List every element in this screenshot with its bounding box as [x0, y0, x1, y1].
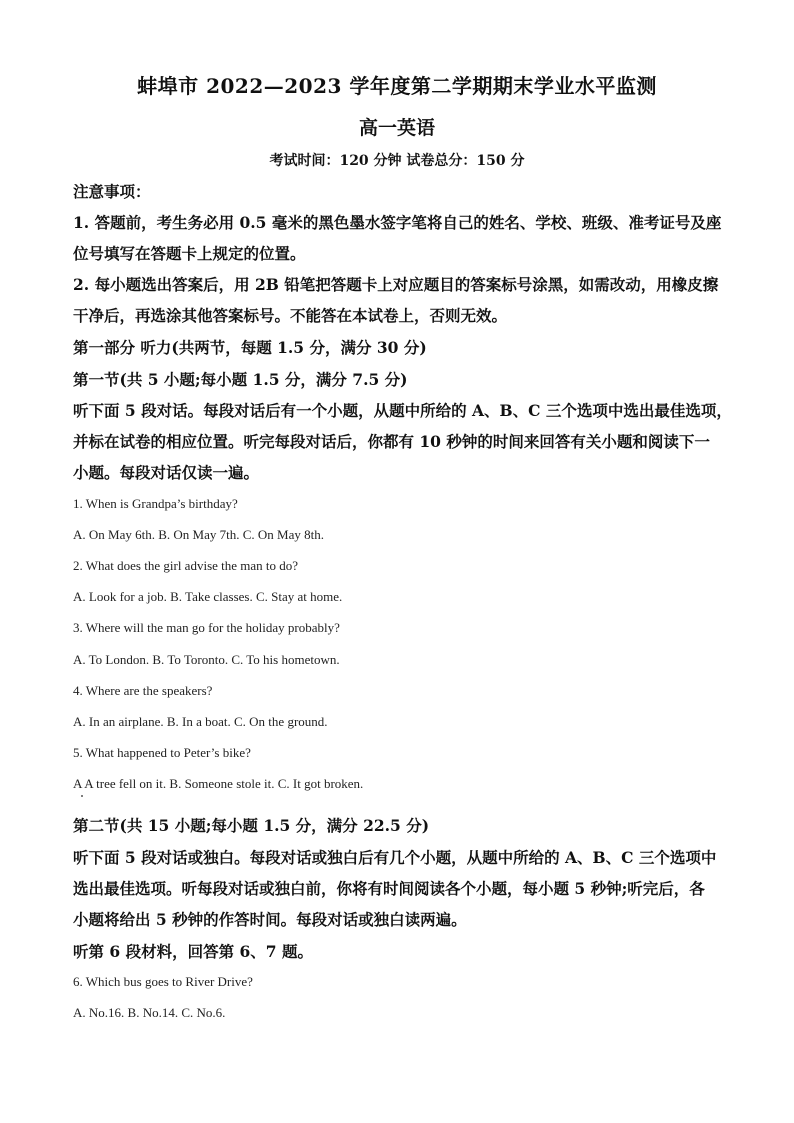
section2-instruction-line-3: 小题将给出 5 秒钟的作答时间。每段对话或独白读两遍。 [73, 910, 467, 929]
material-6-heading: 听第 6 段材料，回答第 6、7 题。 [73, 942, 313, 961]
notice-item-2-line-1: 2. 每小题选出答案后，用 2B 铅笔把答题卡上对应题目的答案标号涂黑，如需改动，用橡皮擦 [73, 275, 719, 294]
section2-instruction-line-2: 选出最佳选项。听每段对话或独白前，你将有时间阅读各个小题，每小题 5 秒钟;听完后，各 [73, 879, 705, 898]
question-3-options: A. To London. B. To Toronto. C. To his hometown. [73, 652, 340, 667]
question-1-options: A. On May 6th. B. On May 7th. C. On May 8th. [73, 527, 324, 542]
question-5-options: A A tree fell on it. B. Someone stole it. C. It got broken. [73, 776, 364, 791]
section1-instruction-line-3: 小题。每段对话仅读一遍。 [73, 463, 260, 482]
notice-item-1-line-2: 位号填写在答题卡上规定的位置。 [73, 244, 306, 263]
section2-heading: 第二节(共 15 小题;每小题 1.5 分，满分 22.5 分) [73, 816, 430, 835]
question-6-options: A. No.16. B. No.14. C. No.6. [73, 1005, 226, 1020]
section1-instruction-line-1: 听下面 5 段对话。每段对话后有一个小题，从题中所给的 A、B、C 三个选项中选出最佳选项， [73, 401, 732, 420]
notice-item-2-line-2: 干净后，再选涂其他答案标号。不能答在本试卷上，否则无效。 [73, 306, 508, 325]
question-4: 4. Where are the speakers? [73, 683, 213, 698]
question-1: 1. When is Grandpa’s birthday? [73, 496, 238, 511]
section1-heading: 第一节(共 5 小题;每小题 1.5 分，满分 7.5 分) [73, 370, 408, 389]
question-4-options: A. In an airplane. B. In a boat. C. On the ground. [73, 714, 328, 729]
notice-heading: 注意事项： [73, 182, 151, 201]
part1-heading: 第一部分 听力(共两节，每题 1.5 分，满分 30 分) [73, 338, 427, 357]
stray-mark [81, 795, 83, 797]
section1-instruction-line-2: 并标在试卷的相应位置。听完每段对话后，你都有 10 秒钟的时间来回答有关小题和阅读下一 [73, 432, 710, 451]
notice-item-1-line-1: 1. 答题前，考生务必用 0.5 毫米的黑色墨水签字笔将自己的姓名、学校、班级、准考证号及座 [73, 213, 722, 232]
exam-info: 考试时间：120 分钟 试卷总分：150 分 [269, 153, 525, 169]
subject-title: 高一英语 [358, 117, 435, 139]
question-6: 6. Which bus goes to River Drive? [73, 974, 253, 989]
question-3: 3. Where will the man go for the holiday probably? [73, 620, 340, 635]
page-title: 蚌埠市 2022—2023 学年度第二学期期末学业水平监测 [137, 74, 657, 98]
question-2: 2. What does the girl advise the man to do? [73, 558, 299, 573]
question-2-options: A. Look for a job. B. Take classes. C. Stay at home. [73, 589, 343, 604]
question-5: 5. What happened to Peter’s bike? [73, 745, 251, 760]
section2-instruction-line-1: 听下面 5 段对话或独白。每段对话或独白后有几个小题，从题中所给的 A、B、C 三个选项中 [73, 848, 717, 867]
